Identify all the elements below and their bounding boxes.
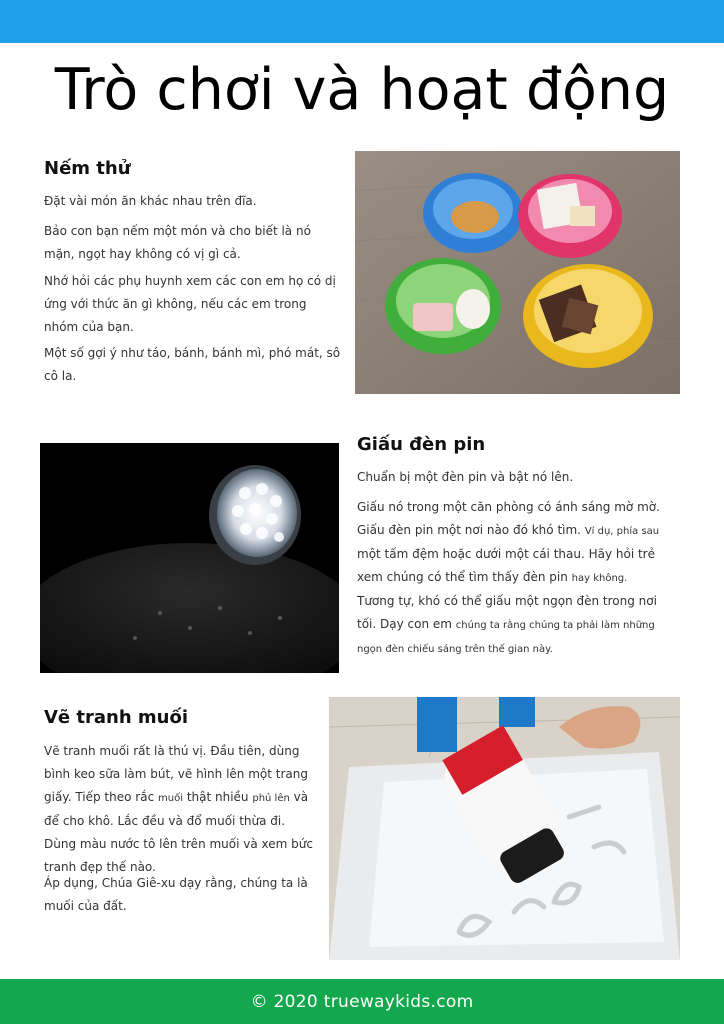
taste-paragraph-4: Một số gợi ý như táo, bánh, bánh mì, phó mát, sô cô la. [44,346,341,383]
flashlight-paragraph-2-part-a: Giấu nó trong một căn phòng có ánh sáng mờ mờ. Giấu đèn pin một nơi nào đó khó tìm. [357,500,660,537]
flashlight-paragraph-2 [357,496,677,590]
flashlight-paragraph-1: Chuẩn bị một đèn pin và bật nó lên. [357,470,574,484]
page-title: Trò chơi và hoạt động [54,57,670,123]
taste-paragraph-1: Đặt vài món ăn khác nhau trên đĩa. [44,194,257,208]
taste-paragraph-2: Bảo con bạn nếm một món và cho biết là nó mặn, ngọt hay không có vị gì cả. [44,224,311,261]
salt-paragraph-1 [44,740,319,879]
section-title-salt: Vẽ tranh muối [44,707,189,728]
salt-paragraph-1-part-c: thật nhiều [186,790,249,804]
food-bowls-photo [355,151,680,394]
flashlight-paragraph-3-part-a: Tương tự, khó có thể giấu một ngọn đèn trong nơi tối. Dạy con em [357,594,657,631]
salt-paragraph-1-part-d: phủ lên [252,793,290,804]
salt-paragraph-1-part-a: Vẽ tranh muối rất là thú vị. Đầu tiên, dùng bình keo sữa làm bút, vẽ hình lên một trang giấy. Tiếp theo rắc [44,744,308,804]
flashlight-paragraph-3-part-b: chúng ta rằng chúng ta phải làm những ngọn đèn chiếu sáng trên thế gian này. [357,620,655,655]
footer-bar [0,979,724,1024]
flashlight-photo [40,443,339,673]
flashlight-paragraph-2-part-d: hay không. [571,573,628,584]
salt-paragraph-1-part-e: và để cho khô. Lắc đều và đổ muối thừa đi. Dùng màu nước tô lên trên muối và xem bức tranh đẹp thế nào. [44,790,313,874]
section-title-flashlight: Giấu đèn pin [357,434,486,455]
taste-paragraph-3: Nhớ hỏi các phụ huynh xem các con em họ có dị ứng với thức ăn gì không, nếu các em trong nhóm của bạn. [44,274,336,334]
footer-copyright[interactable]: © 2020 truewaykids.com [250,991,474,1012]
flashlight-paragraph-2-part-b: Ví dụ, phía sau [584,526,660,537]
flashlight-paragraph-3 [357,590,677,661]
section-title-taste: Nếm thử [44,158,131,179]
flashlight-paragraph-2-part-c: một tấm đệm hoặc dưới một cái thau. Hãy hỏi trẻ xem chúng có thể tìm thấy đèn pin [357,547,656,584]
salt-paragraph-1-part-b: muối [158,793,183,804]
top-color-bar [0,0,724,43]
salt-painting-photo [329,697,680,960]
salt-paragraph-2: Áp dụng, Chúa Giê-xu dạy rằng, chúng ta là muối của đất. [44,876,308,913]
